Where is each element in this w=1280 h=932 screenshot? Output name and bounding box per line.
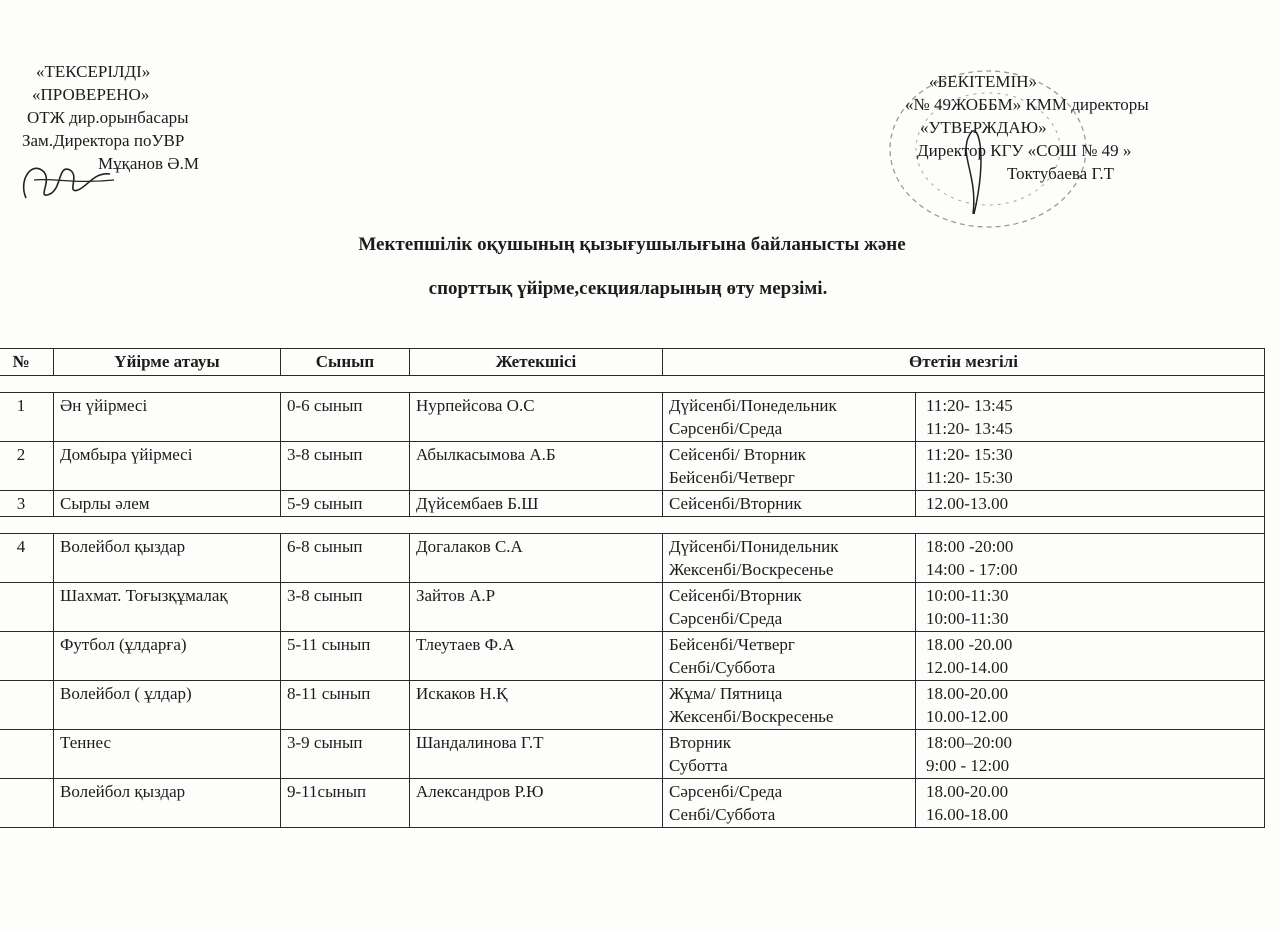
club-times: [916, 442, 1265, 491]
table-row: [0, 393, 1265, 442]
day-2: Суботта: [669, 756, 728, 775]
time-1: 18:00–20:00: [926, 733, 1012, 752]
time-2: 12.00-14.00: [926, 658, 1009, 677]
club-name: Футбол (ұлдарға): [54, 632, 281, 681]
director-title-ru: Директор КГУ «СОШ № 49 »: [917, 141, 1132, 160]
table-row: [0, 534, 1265, 583]
header-grade: Сынып: [281, 349, 410, 376]
row-num: [0, 730, 54, 779]
row-num: 1: [0, 393, 54, 442]
club-leader: Нурпейсова О.С: [410, 393, 663, 442]
club-grade: 0-6 сынып: [281, 393, 410, 442]
document-title-line1: Мектепшілік оқушының қызығушылығына байланысты және: [358, 234, 906, 255]
approval-block-right: [905, 70, 1149, 185]
time-1: 12.00-13.00: [926, 494, 1009, 513]
row-num: [0, 681, 54, 730]
time-2: 16.00-18.00: [926, 805, 1009, 824]
deputy-title-ru: Зам.Директора поУВР: [22, 131, 185, 150]
day-1: Сәрсенбі/Среда: [669, 782, 783, 801]
club-grade: 3-9 сынып: [281, 730, 410, 779]
day-2: Сәрсенбі/Среда: [669, 419, 783, 438]
time-2: 11:20- 13:45: [926, 419, 1013, 438]
approve-label-ru: «УТВЕРЖДАЮ»: [920, 118, 1047, 137]
day-1: Сейсенбі/Вторник: [669, 586, 802, 605]
time-2: 14:00 - 17:00: [926, 560, 1018, 579]
club-leader: Зайтов А.Р: [410, 583, 663, 632]
club-grade: 6-8 сынып: [281, 534, 410, 583]
club-times: [916, 632, 1265, 681]
table-row: [0, 779, 1265, 828]
director-name: Токтубаева Г.Т: [1007, 164, 1115, 183]
header-club-name: Үйірме атауы: [54, 349, 281, 376]
club-grade: 9-11сынып: [281, 779, 410, 828]
club-grade: 3-8 сынып: [281, 583, 410, 632]
table-row: [0, 632, 1265, 681]
time-1: 18.00-20.00: [926, 782, 1009, 801]
club-name: Волейбол қыздар: [54, 534, 281, 583]
club-days: [663, 491, 916, 517]
document-title-line2: спорттық үйірме,секцияларының өту мерзімі.: [428, 278, 828, 299]
club-name: Сырлы әлем: [54, 491, 281, 517]
club-days: [663, 632, 916, 681]
club-name: Шахмат. Тоғызқұмалақ: [54, 583, 281, 632]
club-times: [916, 534, 1265, 583]
day-1: Дүйсенбі/Понидельник: [669, 537, 839, 556]
deputy-title-kz: ОТЖ дир.орынбасары: [27, 108, 189, 127]
club-days: [663, 730, 916, 779]
time-2: 10:00-11:30: [926, 609, 1009, 628]
table-header-row: [0, 349, 1265, 376]
club-grade: 3-8 сынып: [281, 442, 410, 491]
club-leader: Дүйсембаев Б.Ш: [410, 491, 663, 517]
club-name: Ән үйірмесі: [54, 393, 281, 442]
club-name: Волейбол ( ұлдар): [54, 681, 281, 730]
table-row: [0, 681, 1265, 730]
table-row: [0, 442, 1265, 491]
header-schedule: Өтетін мезгілі: [663, 349, 1265, 376]
day-1: Бейсенбі/Четверг: [669, 635, 795, 654]
section-spacer: [0, 517, 1265, 534]
table-row: [0, 730, 1265, 779]
club-days: [663, 534, 916, 583]
club-days: [663, 583, 916, 632]
club-grade: 5-11 сынып: [281, 632, 410, 681]
club-name: Домбыра үйірмесі: [54, 442, 281, 491]
club-times: [916, 730, 1265, 779]
row-num: 4: [0, 534, 54, 583]
club-leader: Шандалинова Г.Т: [410, 730, 663, 779]
club-grade: 8-11 сынып: [281, 681, 410, 730]
day-2: Сәрсенбі/Среда: [669, 609, 783, 628]
row-num: [0, 632, 54, 681]
time-1: 11:20- 15:30: [926, 445, 1013, 464]
time-1: 11:20- 13:45: [926, 396, 1013, 415]
checked-label-ru: «ПРОВЕРЕНО»: [32, 85, 150, 104]
approve-label-kz: «БЕКІТЕМІН»: [929, 72, 1037, 91]
director-title-kz: «№ 49ЖОББМ» КММ директоры: [905, 95, 1149, 114]
schedule-table: [0, 348, 1265, 828]
club-leader: Догалаков С.А: [410, 534, 663, 583]
row-num: 3: [0, 491, 54, 517]
club-times: [916, 779, 1265, 828]
club-times: [916, 583, 1265, 632]
day-2: Сенбі/Суббота: [669, 805, 776, 824]
section-spacer: [0, 376, 1265, 393]
day-1: Жұма/ Пятница: [669, 684, 783, 703]
deputy-name: Мұқанов Ә.М: [98, 154, 199, 173]
club-name: Волейбол қыздар: [54, 779, 281, 828]
time-1: 18:00 -20:00: [926, 537, 1014, 556]
header-leader: Жетекшісі: [410, 349, 663, 376]
club-days: [663, 779, 916, 828]
time-1: 18.00-20.00: [926, 684, 1009, 703]
day-2: Жексенбі/Воскресенье: [669, 560, 834, 579]
time-2: 11:20- 15:30: [926, 468, 1013, 487]
club-times: [916, 681, 1265, 730]
club-days: [663, 393, 916, 442]
club-leader: Абылкасымова А.Б: [410, 442, 663, 491]
club-leader: Александров Р.Ю: [410, 779, 663, 828]
club-leader: Искаков Н.Қ: [410, 681, 663, 730]
club-grade: 5-9 сынып: [281, 491, 410, 517]
day-1: Сейсенбі/ Вторник: [669, 445, 806, 464]
time-1: 18.00 -20.00: [926, 635, 1013, 654]
table-row: [0, 583, 1265, 632]
row-num: [0, 583, 54, 632]
time-2: 10.00-12.00: [926, 707, 1009, 726]
club-days: [663, 681, 916, 730]
checked-label-kz: «ТЕКСЕРІЛДІ»: [36, 62, 151, 81]
day-1: Вторник: [669, 733, 731, 752]
club-name: Теннес: [54, 730, 281, 779]
row-num: [0, 779, 54, 828]
club-days: [663, 442, 916, 491]
day-1: Дүйсенбі/Понедельник: [669, 396, 837, 415]
day-2: Сенбі/Суббота: [669, 658, 776, 677]
row-num: 2: [0, 442, 54, 491]
club-times: [916, 393, 1265, 442]
day-1: Сейсенбі/Вторник: [669, 494, 802, 513]
header-num: №: [0, 349, 54, 376]
club-leader: Тлеутаев Ф.А: [410, 632, 663, 681]
day-2: Бейсенбі/Четверг: [669, 468, 795, 487]
club-times: [916, 491, 1265, 517]
signature-left: [14, 150, 124, 210]
time-2: 9:00 - 12:00: [926, 756, 1010, 775]
day-2: Жексенбі/Воскресенье: [669, 707, 834, 726]
time-1: 10:00-11:30: [926, 586, 1009, 605]
table-row: [0, 491, 1265, 517]
